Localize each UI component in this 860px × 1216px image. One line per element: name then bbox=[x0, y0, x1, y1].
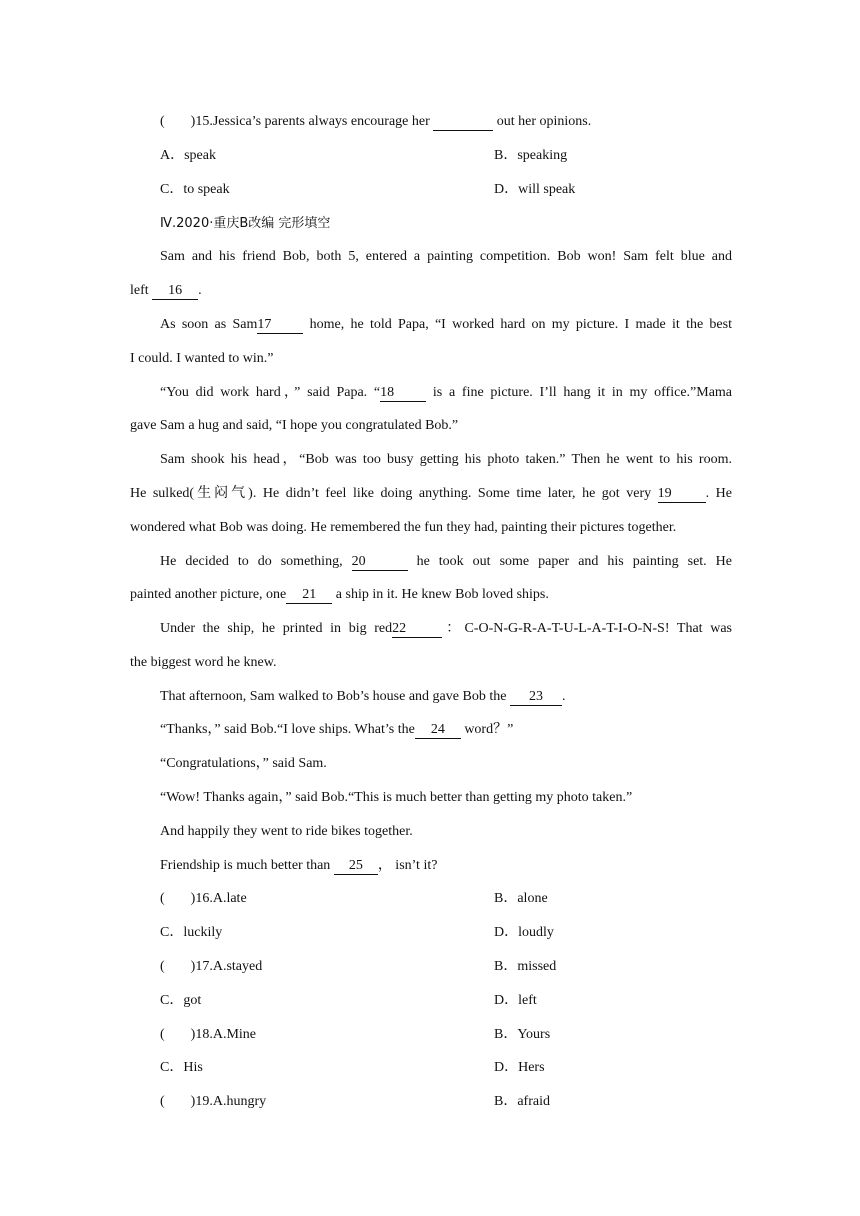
blank-21: 21 bbox=[286, 586, 332, 604]
passage-line: That afternoon, Sam walked to Bob’s house and gave Bob the 23 . bbox=[160, 689, 566, 704]
passage-line: Sam and his friend Bob, both 5, entered a painting competition. Bob won! Sam felt blue and bbox=[160, 249, 732, 264]
passage-line: Friendship is much better than 25 ， isn’t it? bbox=[160, 858, 438, 873]
option-c: C．His bbox=[160, 1060, 203, 1075]
blank-19: 19 bbox=[658, 485, 706, 503]
blank-17: 17 bbox=[257, 316, 303, 334]
passage-line: “You did work hard，” said Papa. “18 is a fine picture. I’ll hang it in my office.”Mama bbox=[160, 385, 733, 400]
option-a: A．speak bbox=[160, 148, 216, 163]
blank-16: 16 bbox=[152, 282, 198, 300]
option-c: C．got bbox=[160, 993, 202, 1008]
option-b: B．afraid bbox=[494, 1094, 550, 1109]
blank-25: 25 bbox=[334, 857, 378, 875]
passage-line: the biggest word he knew. bbox=[130, 655, 277, 670]
passage-line: gave Sam a hug and said, “I hope you congratulated Bob.” bbox=[130, 418, 459, 433]
passage-line: And happily they went to ride bikes together. bbox=[160, 824, 413, 839]
question-19: ( )19.A.hungry bbox=[160, 1094, 267, 1109]
option-c: C．luckily bbox=[160, 925, 223, 940]
blank-23: 23 bbox=[510, 688, 562, 706]
option-d: D．Hers bbox=[494, 1060, 545, 1075]
passage-line: left 16 . bbox=[130, 283, 202, 298]
passage-line: “Congratulations，” said Sam. bbox=[160, 756, 327, 771]
option-d: D．will speak bbox=[494, 182, 576, 197]
option-d: D．loudly bbox=[494, 925, 554, 940]
blank-18: 18 bbox=[380, 384, 426, 402]
question-17: ( )17.A.stayed bbox=[160, 959, 263, 974]
passage-line: Under the ship, he printed in big red22 ：C-O-N-G-R-A-T-U-L-A-T-I-O-N-S! That was bbox=[160, 621, 733, 636]
option-b: B．missed bbox=[494, 959, 557, 974]
passage-line: Sam shook his head，“Bob was too busy getting his photo taken.” Then he went to his room. bbox=[160, 452, 732, 467]
section-heading: Ⅳ.2020·重庆B改编 完形填空 bbox=[160, 216, 331, 231]
option-b: B．alone bbox=[494, 891, 548, 906]
blank-20: 20 bbox=[352, 553, 408, 571]
blank-24: 24 bbox=[415, 721, 461, 739]
option-b: B．speaking bbox=[494, 148, 568, 163]
answer-blank bbox=[433, 113, 493, 131]
option-d: D．left bbox=[494, 993, 537, 1008]
question-15-text: Jessica’s parents always encourage her bbox=[212, 114, 430, 129]
passage-line: As soon as Sam17 home, he told Papa, “I worked hard on my picture. I made it the best bbox=[160, 317, 732, 332]
option-c: C．to speak bbox=[160, 182, 230, 197]
passage-line: “Wow! Thanks again，” said Bob.“This is much better than getting my photo taken.” bbox=[160, 790, 633, 805]
passage-line: He sulked(生闷气). He didn’t feel like doing anything. Some time later, he got very 19 . He bbox=[130, 486, 732, 501]
passage-line: “Thanks，” said Bob.“I love ships. What’s the 24 word？” bbox=[160, 722, 514, 737]
option-b: B．Yours bbox=[494, 1027, 551, 1042]
question-16: ( )16.A.late bbox=[160, 891, 247, 906]
question-18: ( )18.A.Mine bbox=[160, 1027, 256, 1042]
blank-22: 22 bbox=[392, 620, 442, 638]
passage-line: painted another picture, one 21 a ship in it. He knew Bob loved ships. bbox=[130, 587, 549, 602]
passage-line: wondered what Bob was doing. He remembered the fun they had, painting their pictures together. bbox=[130, 520, 677, 535]
passage-line: He decided to do something, 20 he took out some paper and his painting set. He bbox=[160, 554, 733, 569]
question-15: ( )15.Jessica’s parents always encourage her out her opinions. bbox=[160, 114, 592, 129]
passage-line: I could. I wanted to win.” bbox=[130, 351, 274, 366]
